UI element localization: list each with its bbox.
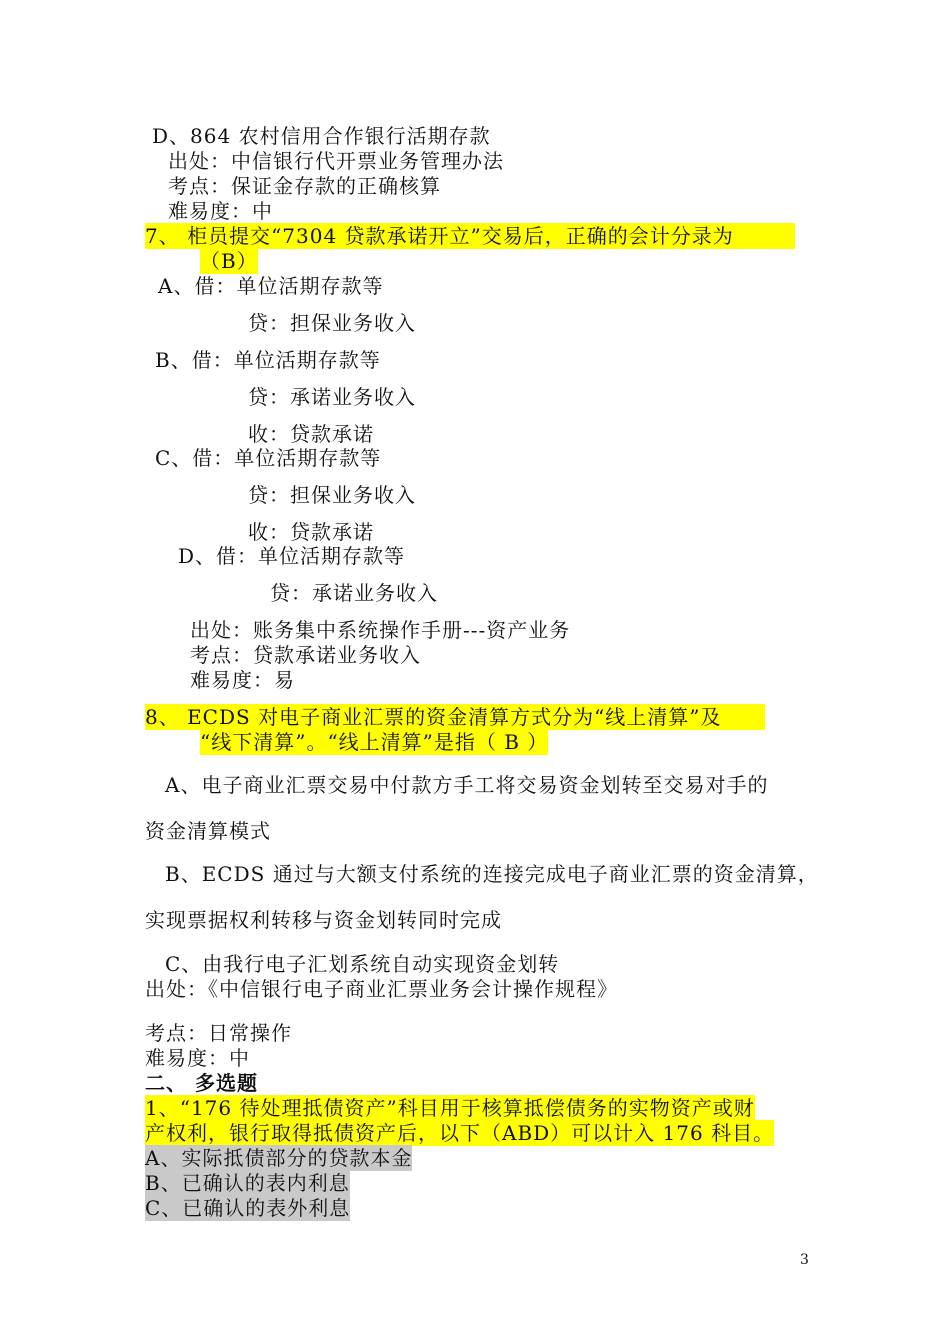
q8-difficulty: 难易度：中 (145, 1046, 250, 1070)
q7-option-c-credit: 贷：担保业务收入 (248, 483, 416, 507)
q6-source: 出处：中信银行代开票业务管理办法 (168, 149, 504, 173)
q7-option-b-debit: B、借：单位活期存款等 (155, 348, 381, 372)
q7-option-b-credit: 贷：承诺业务收入 (248, 385, 416, 409)
q7-option-d-credit: 贷：承诺业务收入 (270, 581, 438, 605)
q7-question-line2: （B） (200, 249, 258, 273)
q8-option-a-line1: A、电子商业汇票交易中付款方手工将交易资金划转至交易对手的 (165, 773, 769, 797)
q7-question-line1: 7、 柜员提交“7304 贷款承诺开立”交易后，正确的会计分录为 (145, 223, 795, 249)
q7-option-d-debit: D、借：单位活期存款等 (178, 544, 406, 568)
q8-option-b-line1: B、ECDS 通过与大额支付系统的连接完成电子商业汇票的资金清算， (165, 862, 819, 886)
q8-option-a-line2: 资金清算模式 (145, 819, 271, 843)
page-number: 3 (800, 1252, 809, 1268)
q7-option-b-receive: 收：贷款承诺 (248, 422, 374, 446)
q6-difficulty: 难易度：中 (168, 199, 273, 223)
section-heading: 二、 多选题 (145, 1071, 258, 1095)
q7-option-c-receive: 收：贷款承诺 (248, 520, 374, 544)
q7-point: 考点：贷款承诺业务收入 (190, 643, 421, 667)
q8-question-line2: “线下清算”。“线上清算”是指（ B ） (200, 730, 549, 754)
m1-question-line1: 1、“176 待处理抵债资产”科目用于核算抵偿债务的实物资产或财 (145, 1096, 755, 1120)
q7-option-a-credit: 贷：担保业务收入 (248, 311, 416, 335)
q7-source: 出处：账务集中系统操作手册---资产业务 (190, 618, 571, 642)
q8-option-b-line2: 实现票据权利转移与资金划转同时完成 (145, 908, 502, 932)
m1-option-a: A、实际抵债部分的贷款本金 (145, 1146, 413, 1170)
q7-option-a-debit: A、借：单位活期存款等 (158, 274, 384, 298)
q7-option-c-debit: C、借：单位活期存款等 (155, 446, 382, 470)
q8-option-c: C、由我行电子汇划系统自动实现资金划转 (165, 952, 560, 976)
q6-point: 考点：保证金存款的正确核算 (168, 174, 441, 198)
m1-option-c: C、已确认的表外利息 (145, 1196, 351, 1220)
m1-option-b: B、已确认的表内利息 (145, 1171, 350, 1195)
m1-question-line2: 产权利，银行取得抵债资产后，以下（ABD）可以计入 176 科目。 (145, 1121, 775, 1145)
q8-question-line1: 8、 ECDS 对电子商业汇票的资金清算方式分为“线上清算”及 (145, 704, 765, 730)
q8-source: 出处：《中信银行电子商业汇票业务会计操作规程》 (145, 977, 618, 1001)
q7-difficulty: 难易度：易 (190, 668, 295, 692)
q8-point: 考点：日常操作 (145, 1021, 292, 1045)
q6-option-d: D、864 农村信用合作银行活期存款 (152, 124, 491, 148)
